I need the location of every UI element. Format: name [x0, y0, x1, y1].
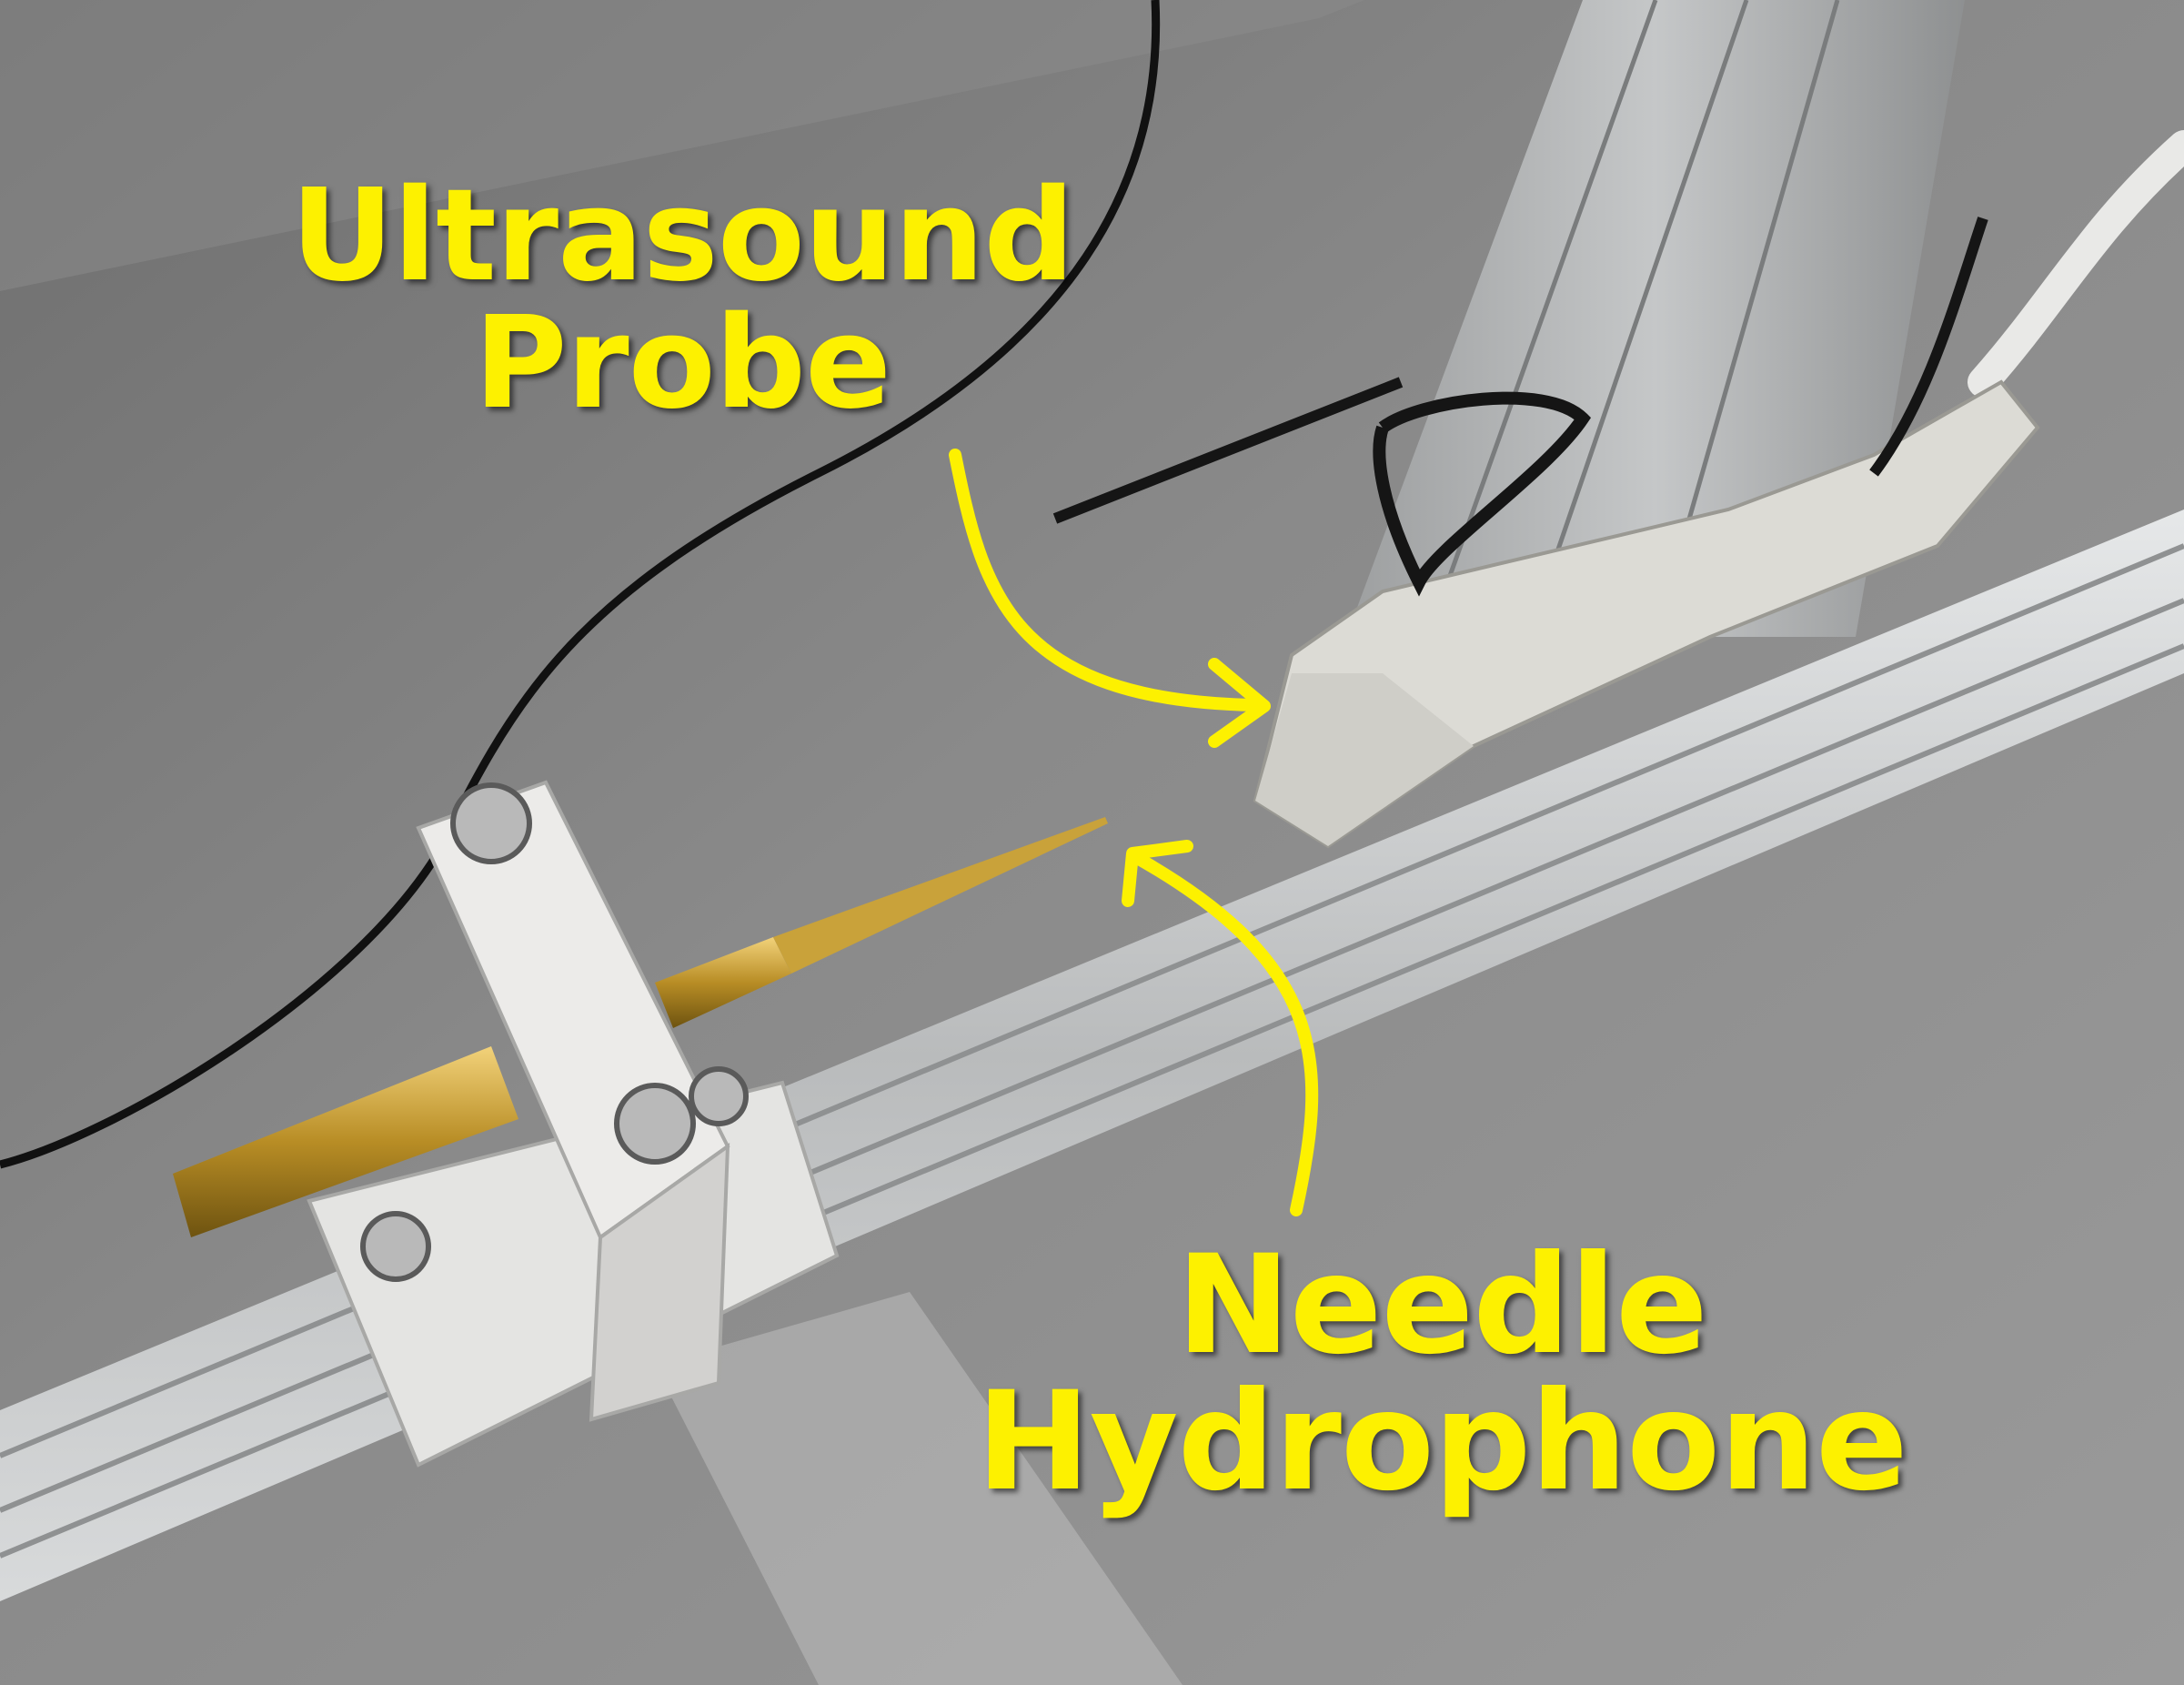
screw: [363, 1214, 428, 1279]
ultrasound-probe-label-line1: Ultrasound: [290, 162, 1074, 310]
needle-hydrophone-label-line1: Needle: [1176, 1226, 1707, 1385]
ultrasound-probe-label: [273, 162, 1092, 438]
needle-hydrophone-label-line2: Hydrophone: [976, 1363, 1907, 1521]
ultrasound-probe-label-line2: Probe: [474, 289, 891, 438]
needle-hydrophone-label: [937, 1226, 1947, 1521]
screw: [453, 785, 529, 862]
screw: [691, 1069, 746, 1124]
screw: [617, 1085, 693, 1162]
